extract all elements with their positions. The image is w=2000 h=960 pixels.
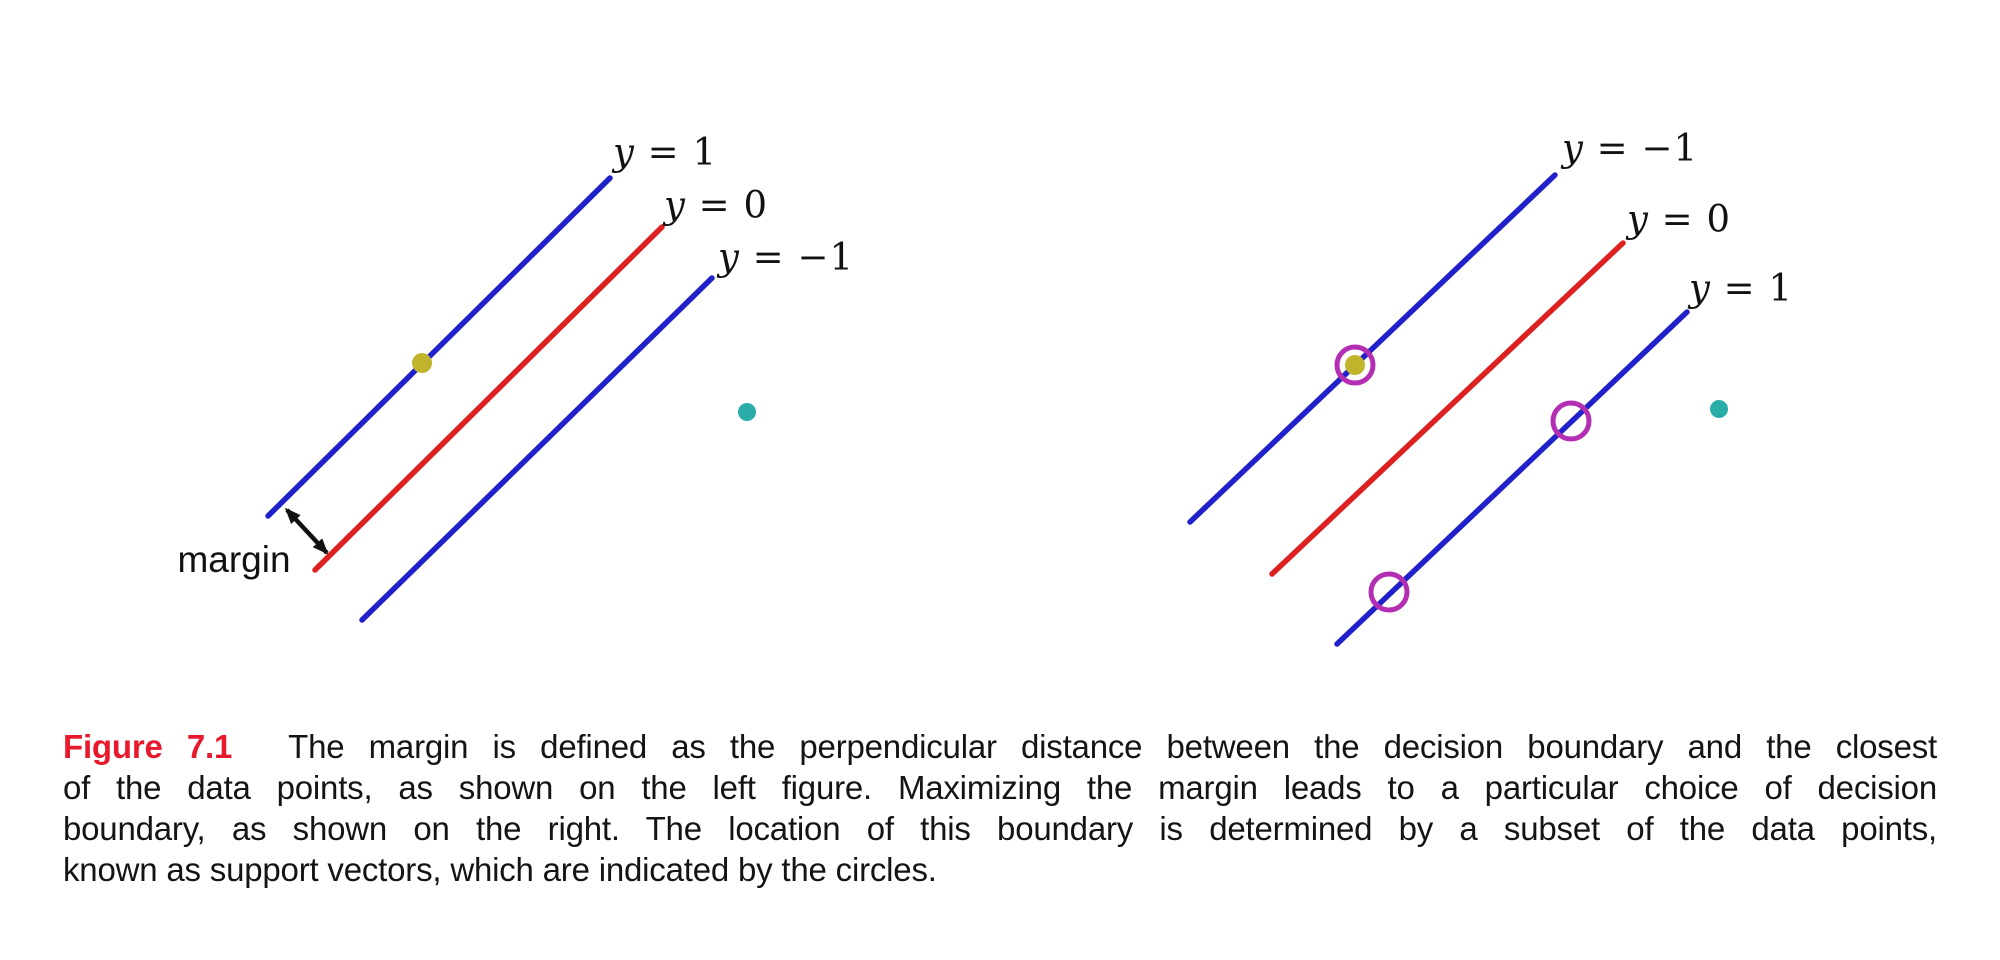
right-plot-line-label-0: y = −1 [1562, 126, 1698, 170]
right-plot-data-point-yellow-class [1345, 355, 1365, 375]
caption-text-line-1: The margin is defined as the perpendicular distance between the decision boundary and the closest [288, 728, 1937, 765]
right-plot-decision-line-2 [1337, 312, 1687, 644]
caption-text-line-2: of the data points, as shown on the left figure. Maximizing the margin leads to a particular choice of decision [63, 769, 1937, 806]
left-plot-line-label-0: y = 1 [613, 130, 717, 174]
right-plot-data-point-teal-class [1710, 400, 1728, 418]
right-plot-line-label-1: y = 0 [1627, 197, 1731, 241]
figure-number: Figure 7.1 [63, 728, 233, 765]
caption-text-line-4: known as support vectors, which are indicated by the circles. [63, 851, 937, 888]
right-plot-decision-line-1 [1272, 243, 1623, 574]
margin-double-arrow [287, 510, 327, 553]
caption-line-1 [63, 726, 1937, 767]
left-plot-line-label-1: y = 0 [664, 183, 768, 227]
left-plot-decision-line-0 [268, 178, 610, 516]
left-plot-data-point-teal-class [738, 403, 756, 421]
figure-caption [63, 726, 1937, 890]
margin-label: margin [177, 539, 291, 580]
caption-text-line-3: boundary, as shown on the right. The location of this boundary is determined by a subset of the data points, [63, 810, 1937, 847]
right-plot-decision-line-0 [1190, 175, 1555, 522]
left-plot-decision-line-2 [362, 278, 712, 620]
left-plot-decision-line-1 [315, 227, 662, 570]
left-plot-data-point-yellow-class [412, 353, 432, 373]
left-plot-line-label-2: y = −1 [718, 235, 854, 279]
right-plot-line-label-2: y = 1 [1689, 266, 1793, 310]
